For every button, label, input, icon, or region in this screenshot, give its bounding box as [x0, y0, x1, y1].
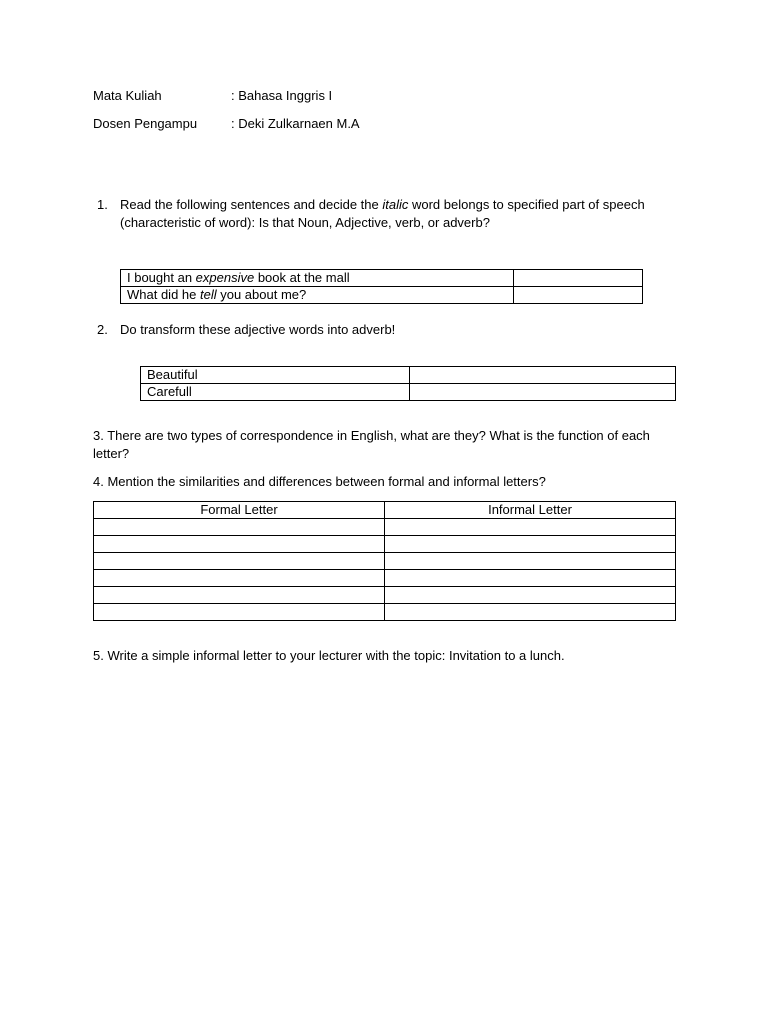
formal-letter-header: Formal Letter: [94, 502, 385, 519]
sentence-text: you about me?: [216, 287, 307, 302]
question-2-number: 2.: [97, 322, 108, 337]
informal-letter-header: Informal Letter: [385, 502, 676, 519]
answer-cell[interactable]: [514, 287, 643, 304]
table-row: [94, 604, 676, 621]
informal-cell[interactable]: [385, 570, 676, 587]
question-1-text-before: Read the following sentences and decide the: [120, 197, 383, 212]
question-2-table: [140, 366, 676, 401]
informal-cell[interactable]: [385, 604, 676, 621]
formal-cell[interactable]: [94, 604, 385, 621]
question-5-text: 5. Write a simple informal letter to your lecturer with the topic: Invitation to a lunch.: [93, 648, 565, 663]
informal-cell[interactable]: [385, 587, 676, 604]
sentence-text: What did he: [127, 287, 200, 302]
formal-cell[interactable]: [94, 570, 385, 587]
table-header-row: [94, 502, 676, 519]
adjective-cell: Carefull: [141, 384, 410, 401]
course-label: Mata Kuliah: [93, 88, 162, 103]
lecturer-value: : Deki Zulkarnaen M.A: [231, 116, 360, 131]
table-row: [141, 384, 676, 401]
formal-cell[interactable]: [94, 553, 385, 570]
table-row: [141, 367, 676, 384]
question-3-text: 3. There are two types of correspondence in English, what are they? What is the function of each letter?: [93, 428, 650, 461]
adjective-cell: Beautiful: [141, 367, 410, 384]
letters-comparison-table: [93, 501, 676, 621]
lecturer-label: Dosen Pengampu: [93, 116, 198, 131]
formal-cell[interactable]: [94, 587, 385, 604]
table-row: [94, 553, 676, 570]
course-value: : Bahasa Inggris I: [231, 88, 333, 103]
table-row: [121, 270, 643, 287]
informal-cell[interactable]: [385, 553, 676, 570]
table-row: [94, 570, 676, 587]
question-4-text: 4. Mention the similarities and differences between formal and informal letters?: [93, 474, 546, 489]
answer-cell[interactable]: [410, 384, 676, 401]
question-1-text-after: word belongs to specified part of speech (characteristic of word): Is that Noun, Adjective, verb, or adverb?: [120, 197, 645, 230]
formal-cell[interactable]: [94, 536, 385, 553]
question-1-text-italic: italic: [382, 197, 409, 212]
table-row: [94, 587, 676, 604]
sentence-cell: [121, 270, 514, 287]
sentence-cell: [121, 287, 514, 304]
answer-cell[interactable]: [410, 367, 676, 384]
sentence-italic-word: tell: [200, 287, 217, 302]
table-row: [94, 536, 676, 553]
question-1-text: [120, 196, 680, 232]
formal-cell[interactable]: [94, 519, 385, 536]
answer-cell[interactable]: [514, 270, 643, 287]
question-2-text: Do transform these adjective words into adverb!: [120, 322, 396, 337]
informal-cell[interactable]: [385, 519, 676, 536]
informal-cell[interactable]: [385, 536, 676, 553]
sentence-text: book at the mall: [254, 270, 350, 285]
sentence-italic-word: expensive: [195, 270, 255, 285]
question-1-number: 1.: [97, 197, 108, 212]
table-row: [94, 519, 676, 536]
sentence-text: I bought an: [127, 270, 196, 285]
table-row: [121, 287, 643, 304]
question-1-table: [120, 269, 643, 304]
